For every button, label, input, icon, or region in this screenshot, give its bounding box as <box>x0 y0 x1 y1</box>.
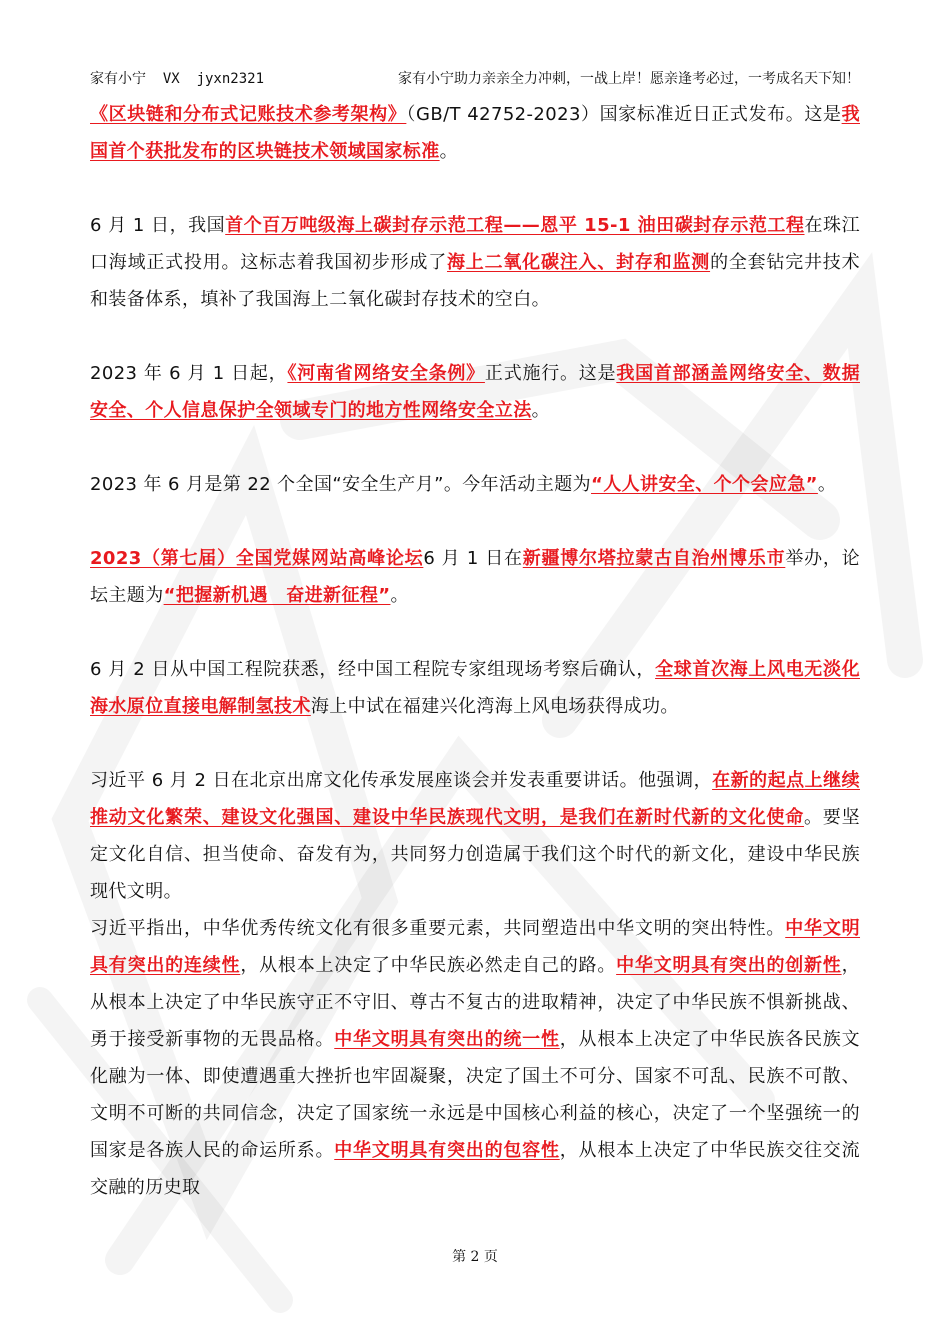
page-number: 第 2 页 <box>452 1249 498 1265</box>
highlighted-text: 2023（第七届）全国党媒网站高峰论坛 <box>90 548 424 569</box>
body-text: 。要坚定文化自信、担当使命、奋发有为，共同努力创造属于我们这个时代的新文化，建设中华民族现代文明。 <box>90 807 860 902</box>
highlighted-text: 新疆博尔塔拉蒙古自治州博乐市 <box>522 548 786 569</box>
paragraph-gap <box>90 170 860 207</box>
paragraph <box>90 96 860 170</box>
header-contact: 家有小宁 VX jyxn2321 <box>90 71 265 87</box>
body-text: 正式施行。这是 <box>484 363 617 384</box>
body-text: 海上中试在福建兴化湾海上风电场获得成功。 <box>310 696 679 717</box>
body-text: 习近平指出，中华优秀传统文化有很多重要元素，共同塑造出中华文明的突出特性。 <box>90 918 786 939</box>
highlighted-text: 中华文明具有突出的连续性 <box>90 918 861 976</box>
paragraph-gap <box>90 429 860 466</box>
highlighted-text: 首个百万吨级海上碳封存示范工程——恩平 15-1 油田碳封存示范工程 <box>225 215 805 236</box>
body-text: 。 <box>531 400 551 421</box>
body-text: 举办，论坛主题为 <box>90 548 860 606</box>
body-text: ，从根本上决定了中华民族各民族文化融为一体、即使遭遇重大挫折也牢固凝聚，决定了国土不可分、国家不可乱、民族不可散、文明不可断的共同信念，决定了国家统一永远是中国核心利益的核心，决定了一个坚强统一的国家是各族人民的命运所系。 <box>90 1029 860 1161</box>
body-text: ，从根本上决定了中华民族必然走自己的路。 <box>240 955 617 976</box>
paragraph-gap <box>90 725 860 762</box>
body-text: 6 月 2 日从中国工程院获悉，经中国工程院专家组现场考察后确认， <box>90 659 656 680</box>
highlighted-text: 全球首次海上风电无淡化海水原位直接电解制氢技术 <box>90 659 860 717</box>
highlighted-text: “把握新机遇 奋进新征程” <box>163 585 391 606</box>
paragraph <box>90 355 860 429</box>
paragraph <box>90 540 860 614</box>
body-text: 在珠江口海域正式投用。这标志着我国初步形成了 <box>90 215 860 273</box>
paragraph-gap <box>90 614 860 651</box>
body-text: 6 月 1 日在 <box>423 548 523 569</box>
page-header <box>90 68 860 90</box>
highlighted-text: 在新的起点上继续推动文化繁荣、建设文化强国、建设中华民族现代文明，是我们在新时代新的文化使命 <box>90 770 860 828</box>
body-text: 2023 年 6 月是第 22 个全国“安全生产月”。今年活动主题为 <box>90 474 592 495</box>
highlighted-text: 海上二氧化碳注入、封存和监测 <box>447 252 711 273</box>
body-text: 2023 年 6 月 1 日起， <box>90 363 288 384</box>
body-text: 6 月 1 日，我国 <box>90 215 226 236</box>
highlighted-text: 中华文明具有突出的包容性 <box>334 1140 560 1161</box>
highlighted-text: 我国首部涵盖网络安全、数据安全、个人信息保护全领域专门的地方性网络安全立法 <box>90 363 860 421</box>
paragraph-gap <box>90 318 860 355</box>
paragraph <box>90 762 860 910</box>
paragraph <box>90 466 860 503</box>
body-text: ，从根本上决定了中华民族守正不守旧、尊古不复古的进取精神，决定了中华民族不惧新挑战、勇于接受新事物的无畏品格。 <box>90 955 861 1050</box>
highlighted-text: “人人讲安全、个个会应急” <box>591 474 818 495</box>
highlighted-text: 中华文明具有突出的统一性 <box>334 1029 560 1050</box>
highlighted-text: 中华文明具有突出的创新性 <box>616 955 842 976</box>
body-text: 。 <box>817 474 837 495</box>
paragraph <box>90 910 860 1206</box>
paragraph-gap <box>90 503 860 540</box>
highlighted-text: 《区块链和分布式记账技术参考架构》 <box>90 104 407 125</box>
body-text: （GB/T 42752-2023）国家标准近日正式发布。这是 <box>406 104 842 125</box>
document-body <box>90 96 860 1206</box>
paragraph <box>90 651 860 725</box>
body-text: 习近平 6 月 2 日在北京出席文化传承发展座谈会并发表重要讲话。他强调， <box>90 770 713 791</box>
highlighted-text: 我国首个获批发布的区块链技术领域国家标准 <box>90 104 860 162</box>
body-text: 。 <box>439 141 459 162</box>
paragraph <box>90 207 860 318</box>
body-text: 的全套钻完井技术和装备体系，填补了我国海上二氧化碳封存技术的空白。 <box>90 252 860 310</box>
body-text: 。 <box>390 585 409 606</box>
highlighted-text: 《河南省网络安全条例》 <box>287 363 485 384</box>
body-text: ，从根本上决定了中华民族交往交流交融的历史取 <box>90 1140 860 1198</box>
header-slogan: 家有小宁助力亲亲全力冲刺，一战上岸！愿亲逢考必过，一考成名天下知！ <box>398 71 860 87</box>
